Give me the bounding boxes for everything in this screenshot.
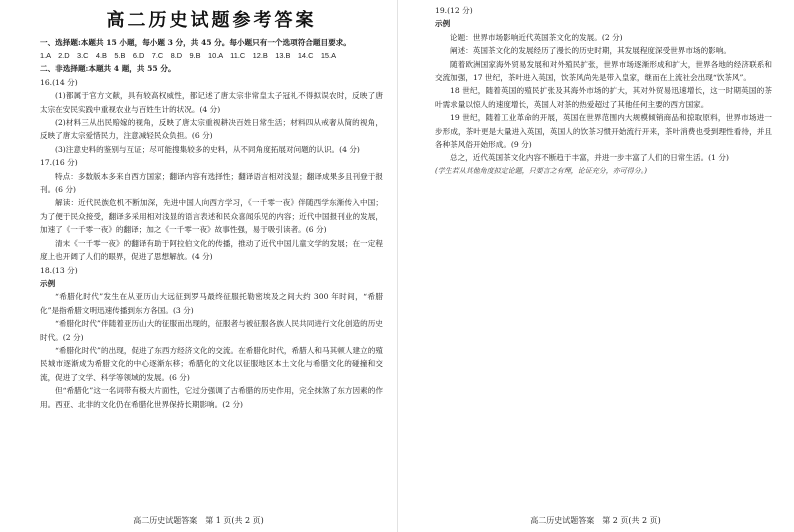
q19-answer-1: 阐述：英国茶文化的发展经历了漫长的历史时期，其发展程度深受世界市场的影响。 [450,46,731,56]
q18-number: 18.(13 分) [40,265,78,275]
page-footer-right: 高二历史试题答案 第 2 页(共 2 页) [530,516,661,525]
q16-answer-3: (3)注意史料的鉴别与互证；尽可能搜集较多的史料，从不同角度拓展对问题的认识。(4 分) [55,144,360,154]
q19-thesis: 论题：世界市场影响近代英国茶文化的发展。(2 分) [450,32,623,42]
q17-number: 17.(16 分) [40,158,78,168]
q18-answer-4: 但“希腊化”这一名词带有极大片面性，它过分强调了古希腊的历史作用，完全抹煞了东方因素的作用。西亚、北非的文化仍在希腊化世界保持长期影响。(2 分) [40,386,383,409]
q17-answer-2: 解读：近代民族危机不断加深，先进中国人向西方学习，《一千零一夜》伴随西学东渐传入中国；为了便于民众接受，翻译多采用相对浅显的语言表述和民众喜闻乐见的内容；近代中国报刊业的发展，加速了《一千零一夜》的翻译；加之《一千零一夜》故事性强，易于吸引读者。(6 分) [40,198,383,235]
q19-answer-3: 18 世纪，随着英国的殖民扩张及其海外市场的扩大，其对外贸易迅速增长，这一时期英国的茶叶需求量以惊人的速度增长，英国人对茶的热爱超过了其他任何主要的西方国家。 [435,86,772,109]
choice-answers: 1.A 2.D 3.C 4.B 5.B 6.D 7.C 8.D 9.B 10.A 11.C 12.B 13.B 14.C 15.A [40,51,337,61]
q16-number: 16.(14 分) [40,77,78,87]
q18-example-label: 示例 [40,278,56,288]
q18-answer-1: “希腊化时代”发生在从亚历山大远征到罗马最终征服托勒密埃及之间大约 300 年时间，“希腊化”是指希腊文明迅速传播到东方各国。(3 分) [40,292,383,315]
q19-example-label: 示例 [435,19,451,29]
q19-conclusion: 总之，近代英国茶文化内容不断趋于丰富，并进一步丰富了人们的日常生活。(1 分) [450,153,729,163]
q19-note: (学生若从其他角度拟定论题，只要言之有理，论证充分，亦可得分。) [435,166,647,175]
q16-answer-2: (2)材料三从出民赔嫁的视角，反映了唐太宗重视耕决百姓日常生活；材料四从戒奢从简的视角，反映了唐太宗爱惜民力，注意减轻民众负担。(6 分) [40,118,383,141]
q19-answer-2: 随着欧洲国家海外贸易发展和对外殖民扩张，世界市场逐渐形成和扩大，世界各地的经济联系和交流加强，17 世纪，茶叶进入英国，饮茶风尚先是带入皇家，继而在上流社会出现“饮茶风”。 [435,59,772,83]
section1-heading: 一、选择题:本题共 15 小题，每小题 3 分，共 45 分。每小题只有一个选项符合题目要求。 [40,38,351,47]
page-right [397,0,794,532]
q16-answer-1: (1)都属于官方文献，具有较高权威性，都记述了唐太宗非常皇太子冠礼不得拟误农时，反映了唐太宗在安民实践中重视农业与百姓生计的状况。(4 分) [40,91,383,114]
q17-answer-3: 清末《一千零一夜》的翻译有助于阿拉伯文化的传播，推动了近代中国儿童文学的发展；在一定程度上也开阔了人们的眼界，促进了思想解放。(4 分) [40,238,383,262]
page-title: 高二历史试题参考答案 [106,10,317,31]
section2-heading: 二、非选择题:本题共 4 题，共 55 分。 [40,64,176,74]
q17-answer-1: 特点：多数版本多来自西方国家；翻译内容有选择性；翻译语言相对浅显；翻译成果多且刊登于报刊。(6 分) [40,171,383,195]
page-footer-left: 高二历史试题答案 第 1 页(共 2 页) [133,516,264,525]
q18-answer-2: “希腊化时代”伴随着亚历山大的征服而出现的，征服者与被征服各族人民共同进行文化创造的历史时代。(2 分) [40,319,383,342]
q19-number: 19.(12 分) [435,6,473,15]
q18-answer-3: “希腊化时代”的出现，促进了东西方经济文化的交流。在希腊化时代，希腊人和马其顿人建立的殖民城市逐渐成为希腊文化的中心逐渐东移；希腊化的文化以征服地区本土文化与希腊文化的碰撞和交流，促进了文学、科学等领域的发展。(6 分) [40,345,383,382]
q19-answer-4: 19 世纪，随着工业革命的开展，英国在世界范围内大规模倾销商品和掠取原料，世界市场进一步形成，茶叶更是大量进入英国，英国人的饮茶习惯开始流行开来，茶叶消费也受到理性看待，并且各种茶风俗开始形成。(9 分) [435,113,772,150]
